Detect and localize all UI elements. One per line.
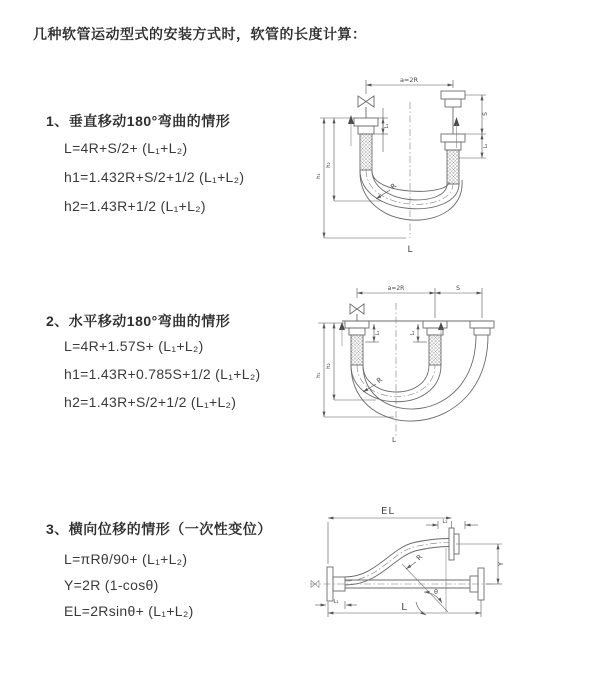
dim-label-l: L	[401, 602, 407, 613]
dim-label-r: R	[375, 375, 385, 386]
dim-label-l1: L₁	[375, 330, 381, 336]
dim-label-el: EL	[381, 506, 395, 517]
dim-label-l1: L₁	[384, 123, 390, 129]
braided-hose-left	[351, 335, 363, 365]
dim-label-y: Y	[497, 561, 505, 567]
section-1-formula-l: L=4R+S/2+ (L₁+L₂)	[64, 140, 188, 156]
dim-label-l2: L₂	[442, 519, 448, 525]
dim-label-h1: h₁	[316, 372, 322, 378]
section-2-formula-l: L=4R+1.57S+ (L₁+L₂)	[64, 338, 204, 354]
dim-label-l2: L₂	[483, 143, 489, 149]
dim-label-l1: L₁	[333, 599, 339, 605]
dim-label-s: S	[456, 285, 460, 292]
diagram-vertical-180-bend	[310, 68, 600, 263]
braided-hose-left	[360, 134, 372, 170]
dim-label-a2r: a=2R	[387, 285, 405, 292]
dim-label-h2: h₂	[326, 363, 332, 369]
dim-label-a2r: a=2R	[399, 76, 419, 84]
section-3-formula-el: EL=2Rsinθ+ (L₁+L₂)	[64, 603, 194, 619]
page-title: 几种软管运动型式的安装方式时，软管的长度计算：	[33, 26, 367, 42]
hose-s-curve	[345, 539, 449, 578]
section-2-formula-h1: h1=1.43R+0.785S+1/2 (L₁+L₂)	[64, 366, 261, 382]
braided-hose-right	[447, 150, 459, 184]
section-3-formula-l: L=πRθ/90+ (L₁+L₂)	[64, 551, 188, 567]
dim-label-l: L	[407, 245, 413, 255]
angle-label-theta: θ	[434, 588, 438, 596]
valve-icon	[358, 96, 374, 107]
hose-centerline	[345, 543, 449, 582]
section-1-formula-h1: h1=1.432R+S/2+1/2 (L₁+L₂)	[64, 169, 245, 185]
section-3-heading: 3、横向位移的情形（一次性变位）	[46, 521, 272, 537]
hose-assembly	[339, 303, 494, 436]
section-1-heading: 1、垂直移动180°弯曲的情形	[46, 113, 231, 129]
dim-label-r: R	[414, 553, 425, 563]
section-2-formula-h2: h2=1.43R+S/2+1/2 (L₁+L₂)	[64, 394, 237, 410]
dimensions	[315, 506, 505, 617]
braided-hose-middle	[429, 335, 441, 365]
dim-label-h2: h₂	[326, 162, 332, 168]
section-3-formula-y: Y=2R (1-cosθ)	[64, 577, 159, 593]
dim-label-r: R	[389, 181, 399, 192]
section-1-formula-h2: h2=1.43R+1/2 (L₁+L₂)	[64, 198, 206, 214]
dim-label-l2: L₂	[410, 330, 416, 336]
hose-assembly	[348, 91, 465, 238]
diagram-horizontal-180-bend	[306, 278, 600, 463]
dim-label-l: L	[392, 436, 396, 444]
diagram-lateral-displacement	[298, 496, 600, 666]
section-2-heading: 2、水平移动180°弯曲的情形	[46, 313, 231, 329]
valve-icon	[350, 304, 364, 314]
dimensions	[316, 76, 489, 255]
hose-u-curve	[360, 170, 459, 209]
dim-label-s: S	[482, 112, 489, 116]
dim-label-h1: h₁	[316, 173, 322, 179]
